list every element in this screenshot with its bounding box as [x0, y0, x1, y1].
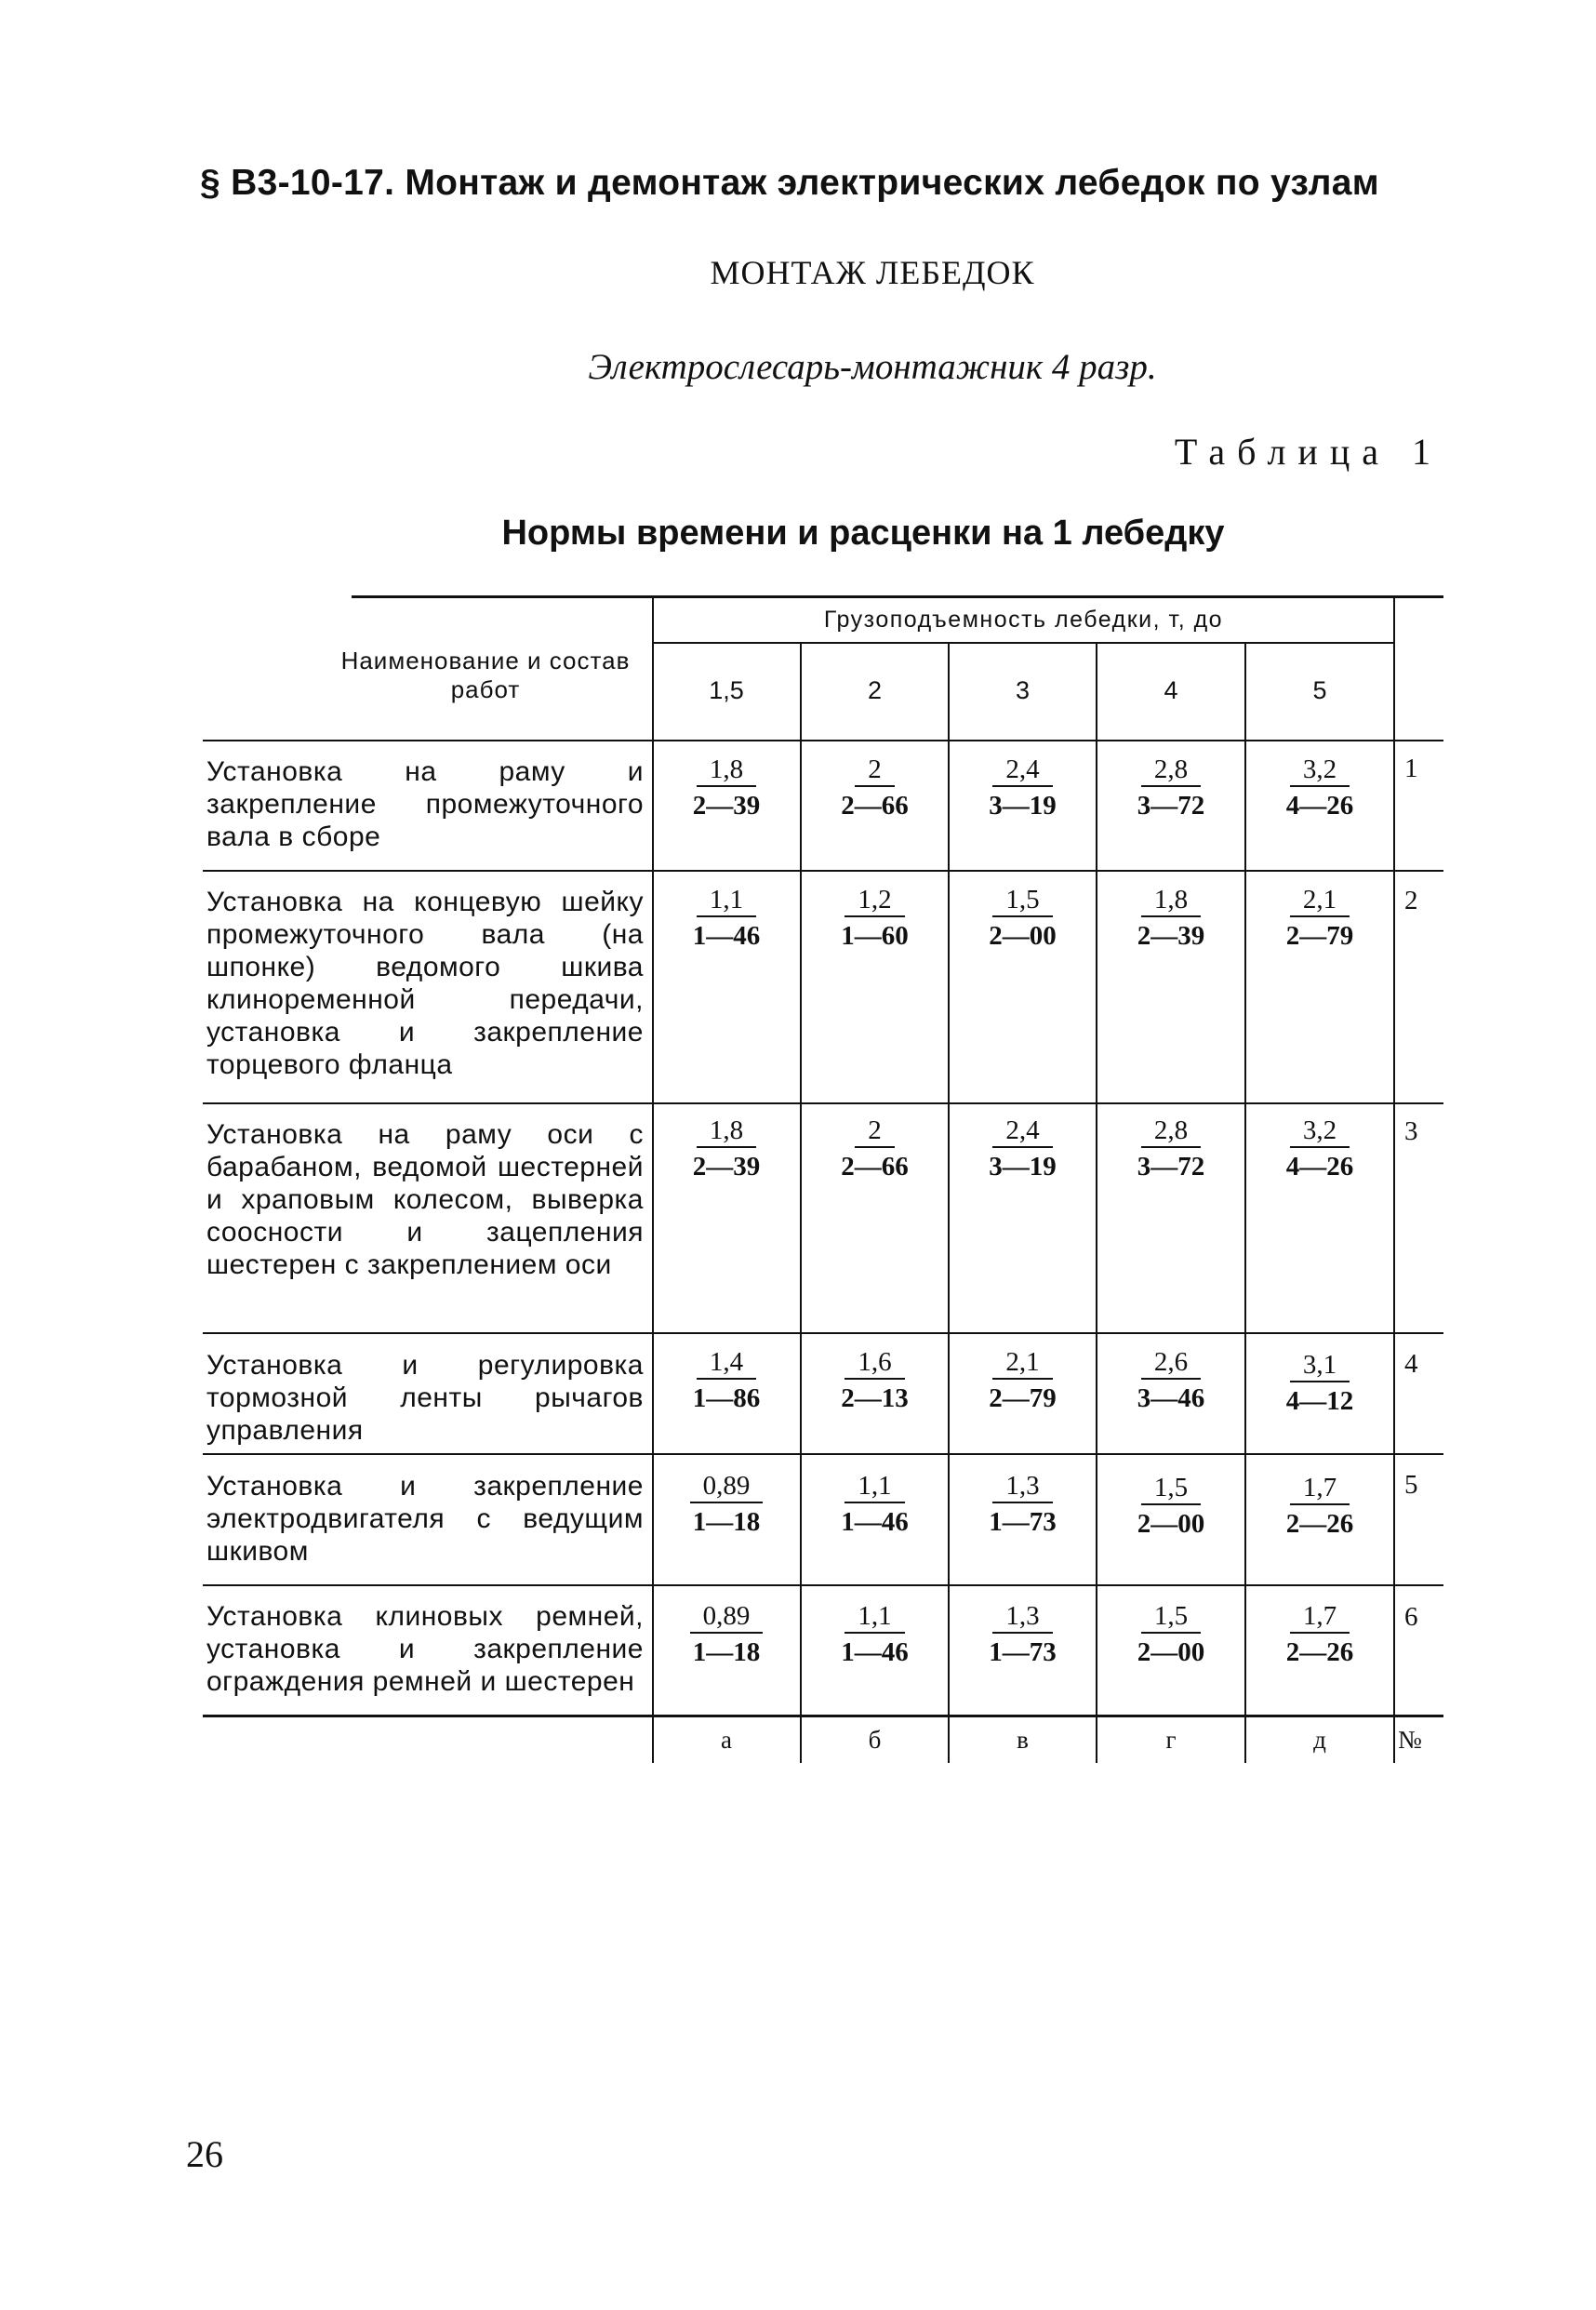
- rate-cell: [1246, 754, 1393, 822]
- rate-price: 2—39: [1137, 921, 1205, 951]
- worker-category: Электрослесарь-монтажник 4 разр.: [588, 347, 1157, 387]
- time-norm: 2,1: [992, 1346, 1052, 1380]
- capacity-group-header: Грузоподъемность лебедки, т, до: [823, 607, 1224, 633]
- time-norm: 3,1: [1290, 1349, 1350, 1382]
- rate-cell: [1246, 1115, 1393, 1183]
- rate-cell: [950, 1346, 1096, 1415]
- rate-price: 2—26: [1285, 1509, 1354, 1539]
- row-number: 3: [1404, 1116, 1418, 1146]
- rate-price: 1—73: [989, 1637, 1057, 1667]
- time-norm: 1,1: [697, 884, 756, 917]
- row-number: 1: [1404, 754, 1418, 783]
- rate-price: 2—79: [989, 1383, 1057, 1413]
- row-number: 4: [1404, 1349, 1418, 1379]
- rate-price: 1—46: [841, 1637, 909, 1667]
- rate-price: 2—00: [1137, 1509, 1205, 1539]
- time-norm: 1,1: [845, 1600, 904, 1634]
- rate-price: 3—19: [989, 1152, 1057, 1182]
- rate-price: 2—79: [1285, 921, 1354, 951]
- time-norm: 1,1: [845, 1470, 904, 1503]
- row-number: 6: [1404, 1602, 1418, 1632]
- row-number: 2: [1404, 886, 1418, 915]
- time-norm: 2: [855, 754, 895, 787]
- work-description: Установка клиновых ремней, установка и закрепление ограждения ремней и шестерен: [206, 1601, 644, 1697]
- time-norm: 0,89: [690, 1470, 764, 1503]
- rate-price: 1—86: [692, 1383, 761, 1413]
- time-norm: 1,2: [845, 884, 904, 917]
- row-rule: [203, 1584, 1443, 1586]
- rate-cell: [1246, 1472, 1393, 1541]
- rate-price: 4—12: [1285, 1386, 1354, 1416]
- capacity-header: 1,5: [709, 676, 744, 704]
- rate-price: 1—46: [692, 921, 761, 951]
- rate-cell: [1246, 1349, 1393, 1418]
- time-norm: 1,8: [697, 754, 756, 787]
- rate-price: 2—66: [841, 791, 909, 821]
- table-bottom-rule: [203, 1715, 1443, 1717]
- section-title: § В3-10-17. Монтаж и демонтаж электрических лебедок по узлам: [200, 163, 1379, 203]
- rate-cell: [653, 884, 800, 953]
- rate-cell: [802, 1115, 948, 1183]
- time-norm: 2,1: [1290, 884, 1350, 917]
- rate-price: 1—60: [841, 921, 909, 951]
- time-norm: 3,2: [1290, 754, 1350, 787]
- time-norm: 1,5: [1141, 1472, 1201, 1505]
- row-number-header: №: [1398, 1726, 1422, 1754]
- rate-cell: [1097, 754, 1244, 822]
- work-description: Установка на раму оси с барабаном, ведомой шестерней и храповым колесом, выверка соосности и зацепления шестерен с закреплением оси: [206, 1119, 644, 1280]
- rate-price: 1—18: [692, 1507, 761, 1537]
- rate-price: 3—72: [1137, 1152, 1205, 1182]
- table-title: Нормы времени и расценки на 1 лебедку: [501, 514, 1225, 553]
- column-letter: а: [721, 1726, 732, 1754]
- rate-cell: [950, 1115, 1096, 1183]
- time-norm: 3,2: [1290, 1115, 1350, 1148]
- rate-price: 3—46: [1137, 1383, 1205, 1413]
- rate-price: 2—13: [841, 1383, 909, 1413]
- time-norm: 1,5: [992, 884, 1052, 917]
- time-norm: 1,8: [1141, 884, 1201, 917]
- column-divider: [1393, 595, 1395, 1763]
- rate-cell: [1097, 1346, 1244, 1415]
- rate-price: 1—18: [692, 1637, 761, 1667]
- time-norm: 2,4: [992, 1115, 1052, 1148]
- column-letter: д: [1313, 1726, 1326, 1754]
- rate-price: 1—46: [841, 1507, 909, 1537]
- work-description: Установка и закрепление электродвигателя с ведущим шкивом: [206, 1471, 644, 1567]
- rate-price: 2—26: [1285, 1637, 1354, 1667]
- time-norm: 1,3: [992, 1470, 1052, 1503]
- page-number: 26: [186, 2133, 223, 2175]
- table-label: Таблица 1: [1174, 431, 1443, 473]
- rate-cell: [653, 1470, 800, 1539]
- time-norm: 2,8: [1141, 754, 1201, 787]
- time-norm: 2,4: [992, 754, 1052, 787]
- time-norm: 1,8: [697, 1115, 756, 1148]
- row-number: 5: [1404, 1470, 1418, 1500]
- rate-price: 4—26: [1285, 791, 1354, 821]
- rate-cell: [802, 1600, 948, 1669]
- rate-price: 3—19: [989, 791, 1057, 821]
- column-letter: б: [868, 1726, 882, 1754]
- section-subtitle: МОНТАЖ ЛЕБЕДОК: [710, 254, 1035, 291]
- rate-cell: [950, 754, 1096, 822]
- rate-price: 3—72: [1137, 791, 1205, 821]
- time-norm: 1,6: [845, 1346, 904, 1380]
- rate-cell: [802, 1470, 948, 1539]
- rate-cell: [1097, 1115, 1244, 1183]
- work-description: Установка и регулировка тормозной ленты рычагов управления: [206, 1350, 644, 1446]
- rate-cell: [1097, 1600, 1244, 1669]
- rate-cell: [653, 1600, 800, 1669]
- row-rule: [203, 1332, 1443, 1334]
- time-norm: 1,3: [992, 1600, 1052, 1634]
- row-rule: [203, 870, 1443, 872]
- capacity-header: 2: [867, 676, 883, 704]
- header-bottom-rule: [203, 740, 1443, 741]
- rate-price: 2—00: [989, 921, 1057, 951]
- work-description: Установка на раму и закрепление промежуточного вала в сборе: [206, 756, 644, 852]
- rate-cell: [653, 1346, 800, 1415]
- rate-cell: [1097, 884, 1244, 953]
- rate-cell: [950, 1470, 1096, 1539]
- rate-cell: [1246, 884, 1393, 953]
- row-rule: [203, 1102, 1443, 1104]
- rate-cell: [802, 754, 948, 822]
- rate-price: 1—73: [989, 1507, 1057, 1537]
- time-norm: 2: [855, 1115, 895, 1148]
- rate-price: 4—26: [1285, 1152, 1354, 1182]
- time-norm: 1,5: [1141, 1600, 1201, 1634]
- row-rule: [203, 1453, 1443, 1455]
- column-letter: г: [1165, 1726, 1177, 1754]
- work-description: Установка на концевую шейку промежуточного вала (на шпонке) ведомого шкива клиноременной передачи, установка и закрепление торцевого фланца: [206, 887, 644, 1080]
- rate-price: 2—39: [692, 1152, 761, 1182]
- time-norm: 1,7: [1290, 1600, 1350, 1634]
- rate-cell: [653, 1115, 800, 1183]
- time-norm: 2,8: [1141, 1115, 1201, 1148]
- capacity-header-rule: [653, 642, 1394, 644]
- capacity-header: 4: [1164, 676, 1178, 704]
- time-norm: 0,89: [690, 1600, 764, 1634]
- capacity-header: 5: [1312, 676, 1327, 704]
- rate-cell: [802, 1346, 948, 1415]
- rate-cell: [950, 884, 1096, 953]
- column-letter: в: [1017, 1726, 1029, 1754]
- rate-cell: [802, 884, 948, 953]
- rate-cell: [1246, 1600, 1393, 1669]
- table-top-rule: [352, 595, 1443, 598]
- time-norm: 2,6: [1141, 1346, 1201, 1380]
- rate-cell: [653, 754, 800, 822]
- rate-price: 2—00: [1137, 1637, 1205, 1667]
- rate-price: 2—66: [841, 1152, 909, 1182]
- capacity-header: 3: [1015, 676, 1031, 704]
- rate-cell: [950, 1600, 1096, 1669]
- time-norm: 1,7: [1290, 1472, 1350, 1505]
- rate-price: 2—39: [692, 791, 761, 821]
- work-name-header: Наименование и состав работ: [340, 647, 631, 703]
- rate-cell: [1097, 1472, 1244, 1541]
- time-norm: 1,4: [697, 1346, 756, 1380]
